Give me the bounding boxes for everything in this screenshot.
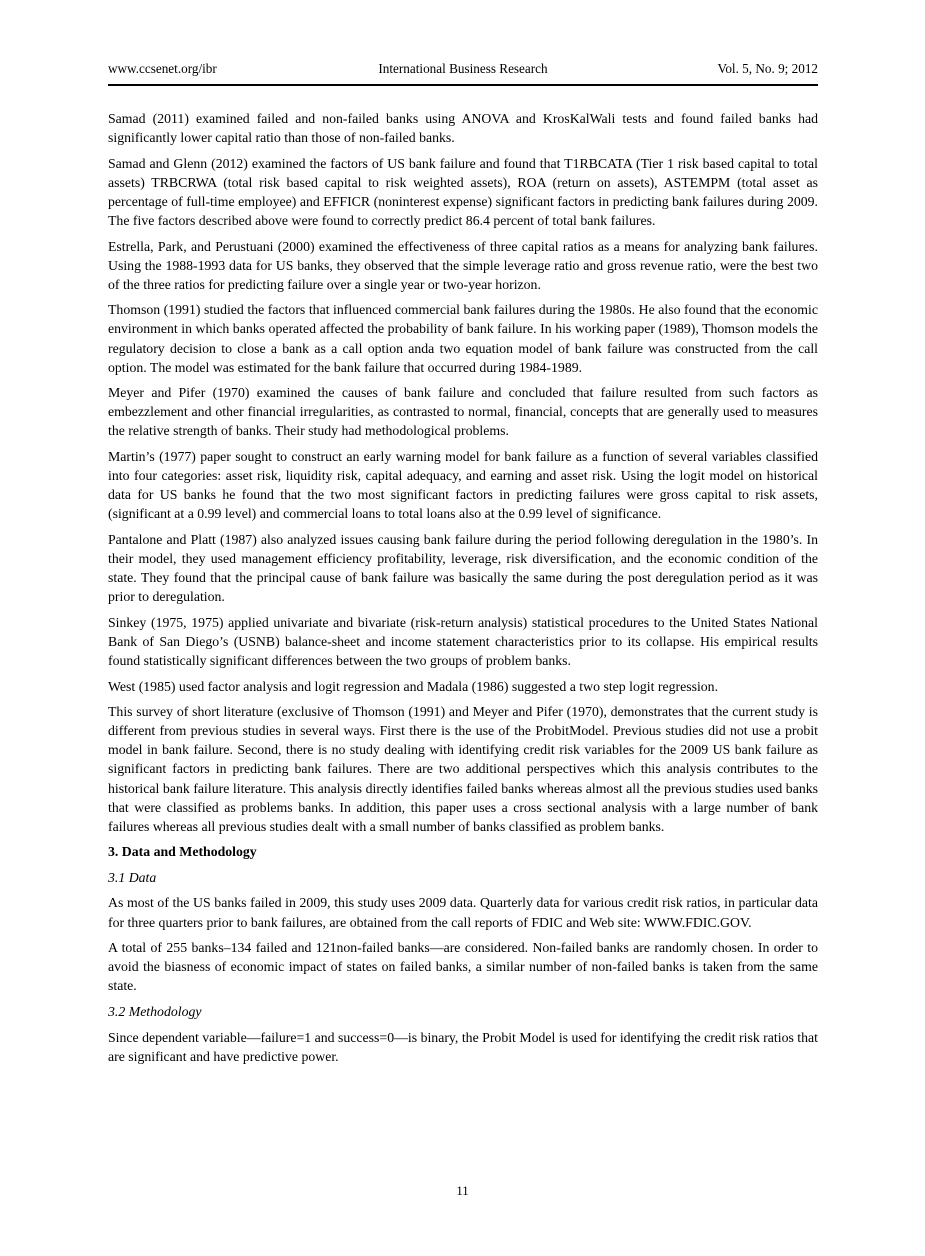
paragraph: Sinkey (1975, 1975) applied univariate and bivariate (risk-return analysis) statistical procedures to the United States National Bank of San Diego’s (USNB) balance-sheet and income statement characteristics prior to its collapse. His empirical results found statistically significant differences between the two groups of problem banks. [108,614,818,668]
page-header [108,61,818,86]
paragraph: Pantalone and Platt (1987) also analyzed issues causing bank failure during the period following deregulation in the 1980’s. In their model, they used management efficiency profitability, leverage, risk diversification, and the economic condition of the state. They found that the principal cause of bank failure was basically the same during the post deregulation period as it was prior to deregulation. [108,531,818,605]
issue-info: Vol. 5, No. 9; 2012 [717,61,819,76]
page-number: 11 [456,1184,469,1198]
paragraph: Meyer and Pifer (1970) examined the causes of bank failure and concluded that failure resulted from such factors as embezzlement and other financial irregularities, as contrasted to normal, financial, concepts that are generally used to measures the relative strength of banks. Their study had methodological problems. [108,385,818,439]
paragraph: Samad and Glenn (2012) examined the factors of US bank failure and found that T1RBCATA (Tier 1 risk based capital to total assets) TRBCRWA (total risk based capital to risk weighted assets), ROA (return on assets), ASTEMPM (total asset as percentage of full-time employee) and EFFICR (noninterest expense) significant factors in predicting bank failures during 2009. The five factors described above were found to correctly predict 86.4 percent of total bank failures. [108,155,818,228]
paragraph: This survey of short literature (exclusive of Thomson (1991) and Meyer and Pifer (1970), demonstrates that the current study is different from previous studies in several ways. First there is the use of the ProbitModel. Previous studies did not use a probit model in bank failure. Second, there is no study dealing with identifying credit risk variables for the 2009 US bank failure as significant factors in predicting bank failures. There are two additional perspectives which this analysis contributes to the historical bank failure literature. This analysis directly identifies failed banks whereas almost all the previous studies used banks that were classified as problems banks. In addition, this paper uses a cross sectional analysis with a large number of bank failures whereas all previous studies dealt with a small number of banks classified as problem banks. [108,704,818,834]
paragraph: Samad (2011) examined failed and non-failed banks using ANOVA and KrosKalWali tests and found failed banks had significantly lower capital ratio than those of non-failed banks. [108,111,818,146]
paragraph: Since dependent variable—failure=1 and success=0—is binary, the Probit Model is used for identifying the credit risk ratios that are significant and have predictive power. [108,1029,818,1064]
paragraph: West (1985) used factor analysis and logit regression and Madala (1986) suggested a two step logit regression. [108,678,719,694]
paragraph: Thomson (1991) studied the factors that influenced commercial bank failures during the 1980s. He also found that the economic environment in which banks operated affected the probability of bank failure. In his working paper (1989), Thomson models the regulatory decision to close a bank as a call option anda two equation model of bank failure was constructed from the call option. The model was estimated for the bank failure that occurred during 1984-1989. [108,302,818,375]
paragraph: A total of 255 banks–134 failed and 121non-failed banks—are considered. Non-failed banks are randomly chosen. In order to avoid the biasness of economic impact of states on failed banks, a similar number of non-failed banks is taken from the same state. [108,940,818,994]
paragraph: As most of the US banks failed in 2009, this study uses 2009 data. Quarterly data for various credit risk ratios, in particular data for three quarters prior to bank failures, are obtained from the call reports of FDIC and Web site: WWW.FDIC.GOV. [108,895,818,930]
article-body [108,109,818,1072]
paragraph: Martin’s (1977) paper sought to construct an early warning model for bank failure as a function of several variables classified into four categories: asset risk, liquidity risk, capital adequacy, and earning and asset risk. Using the logit model on historical data for US banks he found that the two most significant factors in predicting failures were gross capital to risk assets, (significant at a 0.99 level) and commercial loans to total loans also at the 0.99 level of significance. [108,449,818,522]
journal-url: www.ccsenet.org/ibr [108,61,217,76]
subsection-heading-data: 3.1 Data [108,869,157,885]
section-heading-data-and-methodology: 3. Data and Methodology [108,844,257,860]
journal-name: International Business Research [378,61,548,76]
subsection-heading-methodology: 3.2 Methodology [108,1003,202,1019]
paragraph: Estrella, Park, and Perustuani (2000) examined the effectiveness of three capital ratios as a means for analyzing bank failures. Using the 1988-1993 data for US banks, they observed that the simple leverage ratio and gross revenue ratio, were the best two of the three ratios for predicting failure over a single year or two-year horizon. [108,238,818,292]
